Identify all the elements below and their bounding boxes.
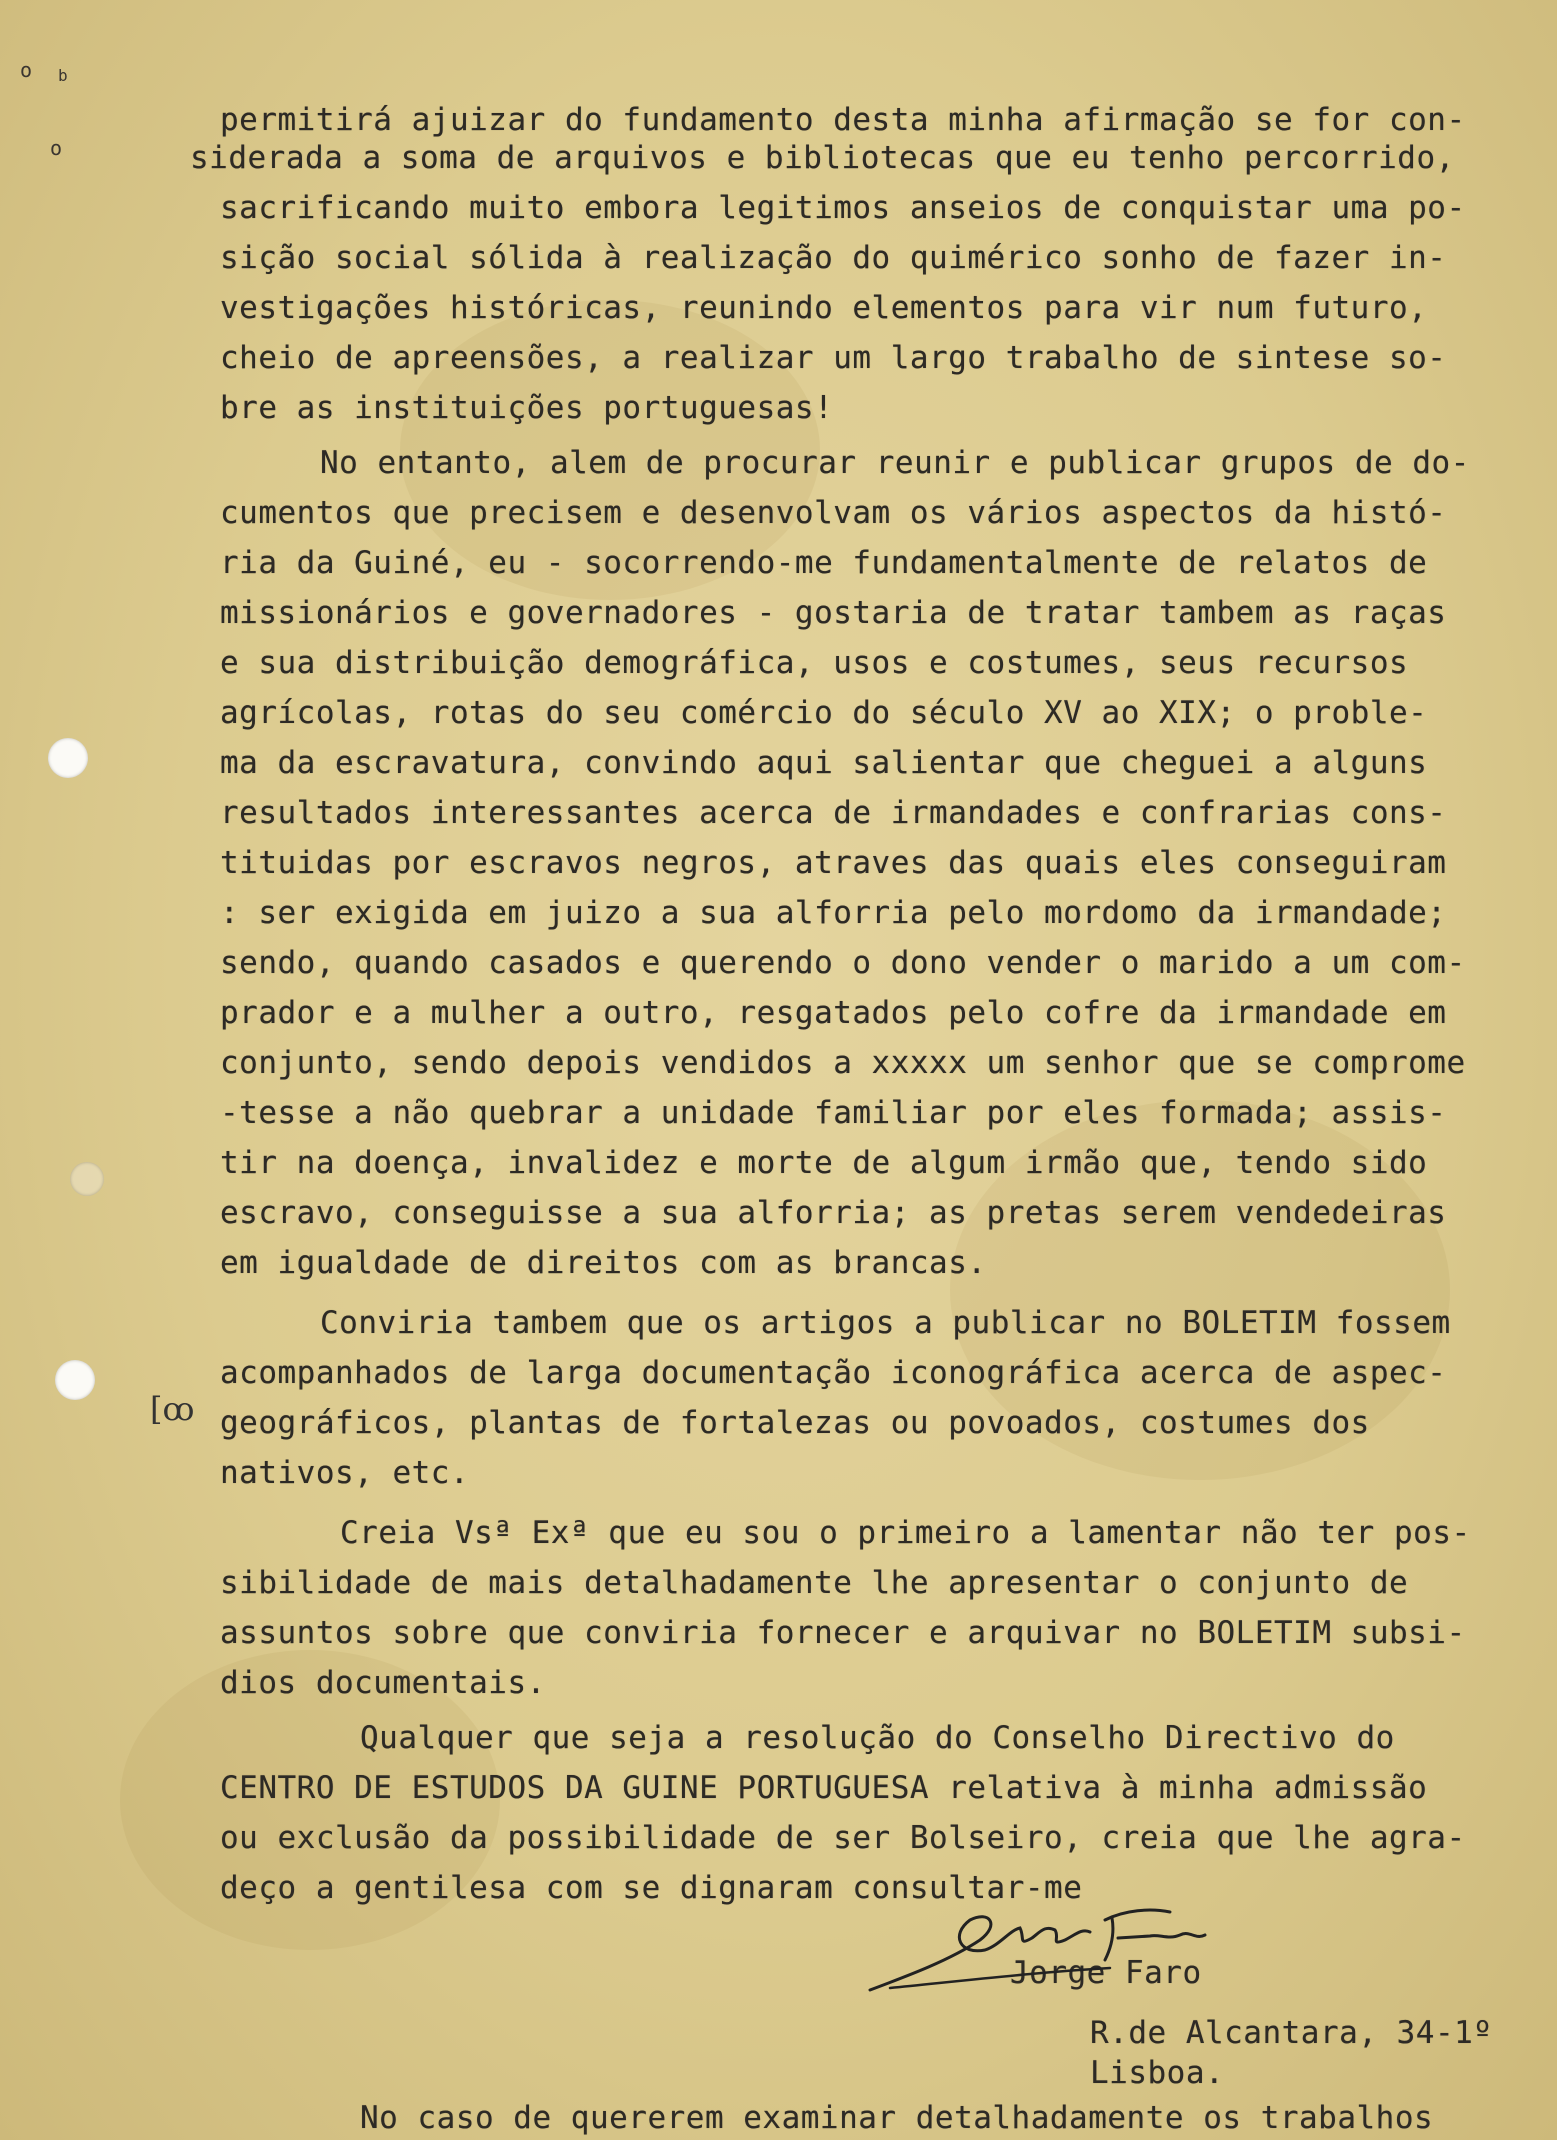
letter-line: geográficos, plantas de fortalezas ou povoados, costumes dos [220, 1405, 1370, 1441]
letter-line: em igualdade de direitos com as brancas. [220, 1245, 987, 1281]
letter-line: escravo, conseguisse a sua alforria; as pretas serem vendedeiras [220, 1195, 1447, 1231]
letter-line: e sua distribuição demográfica, usos e costumes, seus recursos [220, 645, 1409, 681]
letter-line: dios documentais. [220, 1665, 546, 1701]
letter-line: ou exclusão da possibilidade de ser Bolseiro, creia que lhe agra- [220, 1820, 1466, 1856]
letter-line: deço a gentilesa com se dignaram consultar-me [220, 1870, 1083, 1906]
letter-line: Creia Vsª Exª que eu sou o primeiro a lamentar não ter pos- [340, 1515, 1471, 1551]
letter-line: vestigações históricas, reunindo elementos para vir num futuro, [220, 290, 1428, 326]
letter-line: sendo, quando casados e querendo o dono vender o marido a um com- [220, 945, 1466, 981]
punch-hole [70, 1162, 104, 1196]
letter-line: permitirá ajuizar do fundamento desta minha afirmação se for con- [220, 102, 1466, 138]
punch-hole [48, 738, 88, 778]
punch-hole [55, 1360, 95, 1400]
corner-mark: o [20, 58, 33, 82]
letter-line: No entanto, alem de procurar reunir e publicar grupos de do- [320, 445, 1470, 481]
letter-line: sibilidade de mais detalhadamente lhe apresentar o conjunto de [220, 1565, 1409, 1601]
letter-line: ma da escravatura, convindo aqui salientar que cheguei a alguns [220, 745, 1428, 781]
letter-line: cheio de apreensões, a realizar um largo trabalho de sintese so- [220, 340, 1447, 376]
signature-name: Jorge Faro [1010, 1955, 1202, 1991]
letter-line: -tesse a não quebrar a unidade familiar por eles formada; assis- [220, 1095, 1447, 1131]
letter-line: : ser exigida em juizo a sua alforria pelo mordomo da irmandade; [220, 895, 1447, 931]
letter-line: acompanhados de larga documentação iconográfica acerca de aspec- [220, 1355, 1447, 1391]
address-line: Lisboa. [1090, 2055, 1225, 2091]
letter-line: Qualquer que seja a resolução do Conselho Directivo do [360, 1720, 1395, 1756]
letter-line: sacrificando muito embora legitimos anseios de conquistar uma po- [220, 190, 1466, 226]
postscript-line: No caso de quererem examinar detalhadamente os trabalhos [360, 2100, 1434, 2136]
letter-line: ria da Guiné, eu - socorrendo-me fundamentalmente de relatos de [220, 545, 1428, 581]
letter-line: resultados interessantes acerca de irmandades e confrarias cons- [220, 795, 1447, 831]
handwritten-signature [850, 1880, 1220, 2000]
letter-line: nativos, etc. [220, 1455, 470, 1491]
corner-mark: b [58, 66, 68, 85]
letter-line: siderada a soma de arquivos e bibliotecas que eu tenho percorrido, [190, 140, 1455, 176]
letter-line: prador e a mulher a outro, resgatados pelo cofre da irmandade em [220, 995, 1447, 1031]
letter-line: missionários e governadores - gostaria de tratar tambem as raças [220, 595, 1447, 631]
address-line: R.de Alcantara, 34-1º [1090, 2015, 1493, 2051]
letter-line: cumentos que precisem e desenvolvam os vários aspectos da histó- [220, 495, 1447, 531]
letter-line: Conviria tambem que os artigos a publicar no BOLETIM fossem [320, 1305, 1451, 1341]
letter-line: tituidas por escravos negros, atraves das quais eles conseguiram [220, 845, 1447, 881]
letter-line: assuntos sobre que conviria fornecer e arquivar no BOLETIM subsi- [220, 1615, 1466, 1651]
letter-line: agrícolas, rotas do seu comércio do século XV ao XIX; o proble- [220, 695, 1428, 731]
margin-note: [ꝏ [150, 1390, 195, 1428]
letter-line: tir na doença, invalidez e morte de algum irmão que, tendo sido [220, 1145, 1428, 1181]
letter-line: bre as instituições portuguesas! [220, 390, 834, 426]
corner-mark: o [50, 136, 63, 160]
letter-line: conjunto, sendo depois vendidos a xxxxx um senhor que se comprome [220, 1045, 1466, 1081]
letter-line: CENTRO DE ESTUDOS DA GUINE PORTUGUESA relativa à minha admissão [220, 1770, 1428, 1806]
letter-line: sição social sólida à realização do quimérico sonho de fazer in- [220, 240, 1447, 276]
